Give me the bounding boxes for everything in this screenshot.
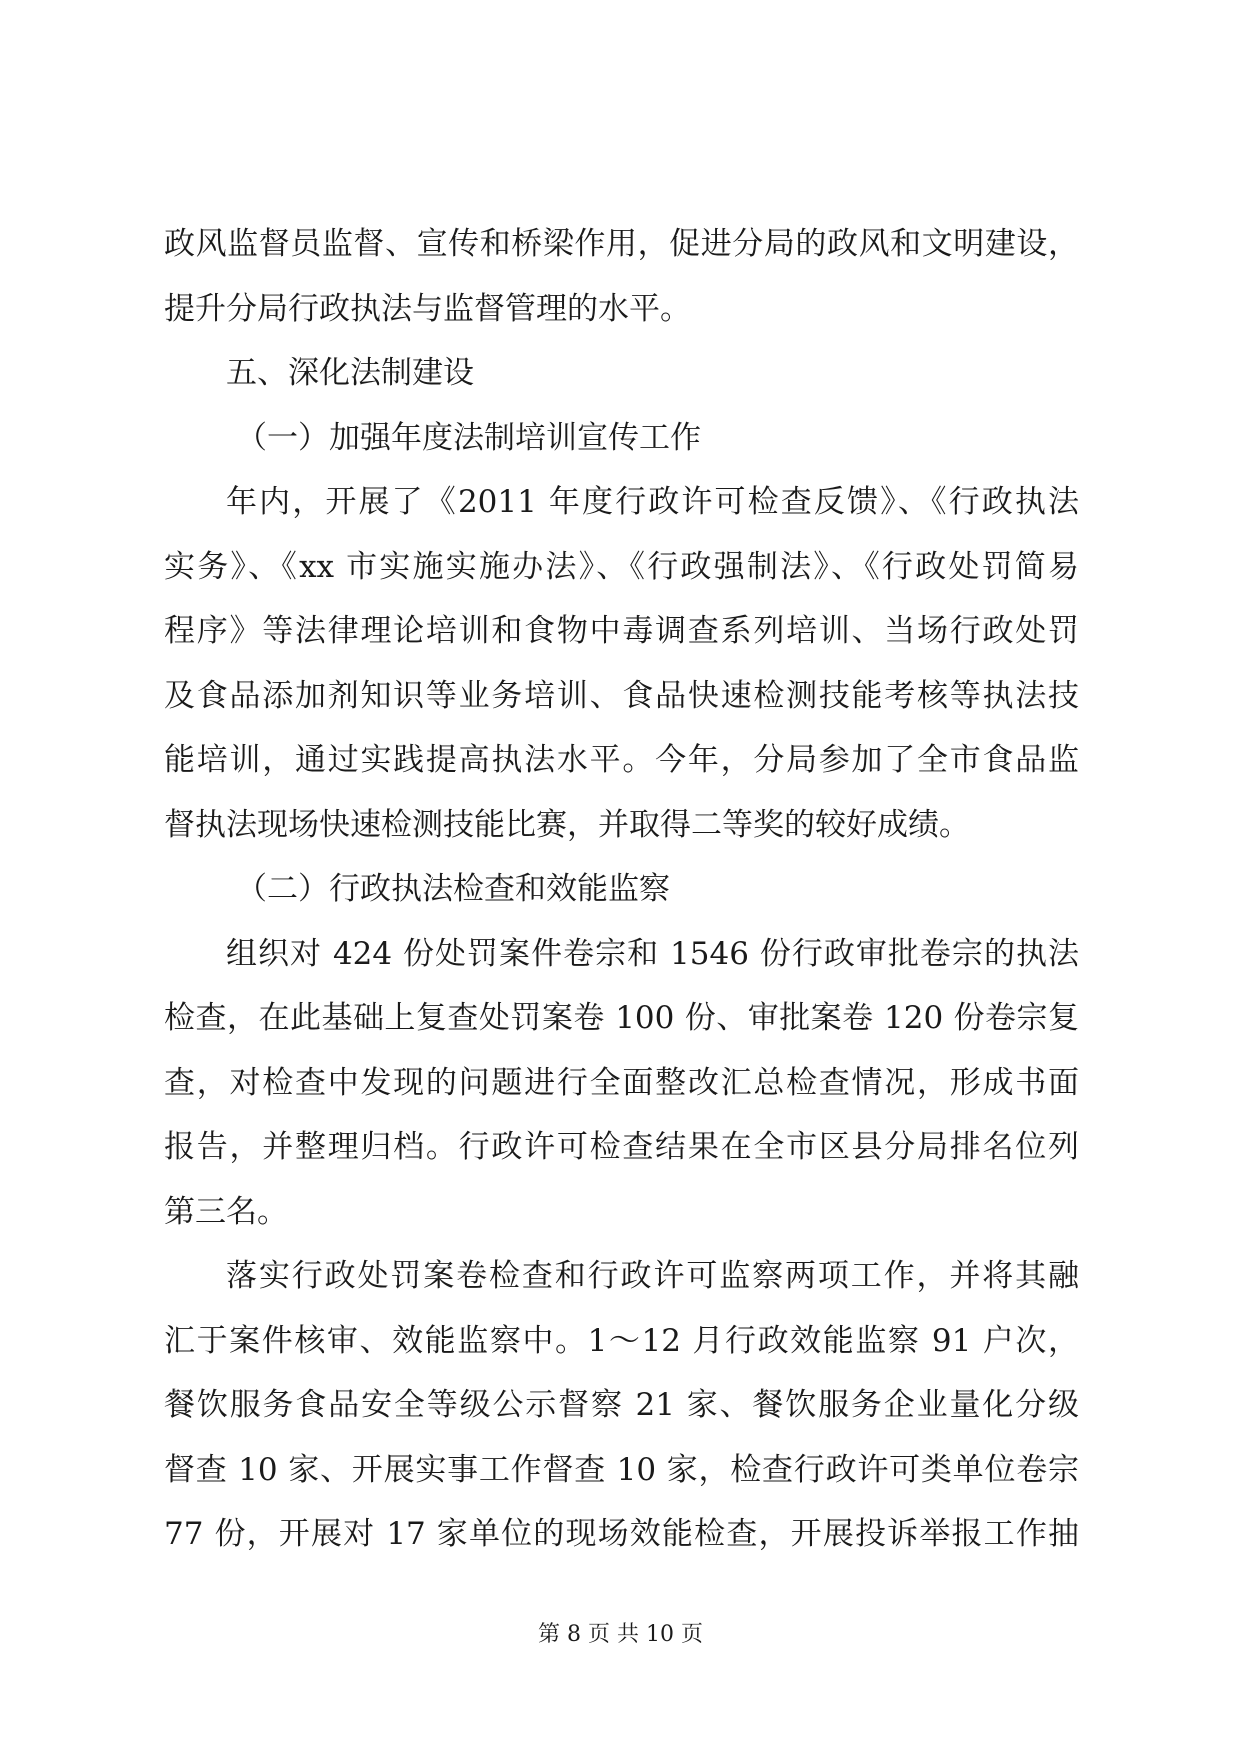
text-line: 餐饮服务食品安全等级公示督察 21 家、餐饮服务企业量化分级 [164, 1387, 1079, 1423]
text-line: 程序》等法律理论培训和食物中毒调查系列培训、当场行政处罚 [164, 613, 1079, 649]
text-line: 政风监督员监督、宣传和桥梁作用，促进分局的政风和文明建设， [164, 226, 1079, 262]
subsection-heading: （一）加强年度法制培训宣传工作 [236, 419, 701, 456]
body-text [164, 212, 1079, 1567]
text-line: 第三名。 [164, 1193, 288, 1230]
text-line: 汇于案件核审、效能监察中。1～12 月行政效能监察 91 户次， [164, 1322, 1079, 1359]
text-line: 77 份，开展对 17 家单位的现场效能检查，开展投诉举报工作抽 [164, 1516, 1079, 1552]
text-line: 督执法现场快速检测技能比赛，并取得二等奖的较好成绩。 [164, 806, 970, 843]
text-line: 提升分局行政执法与监督管理的水平。 [164, 290, 691, 327]
text-line: 督查 10 家、开展实事工作督查 10 家，检查行政许可类单位卷宗 [164, 1451, 1079, 1488]
text-line: 年内，开展了《2011 年度行政许可检查反馈》、《行政执法 [226, 484, 1079, 520]
text-line: 报告，并整理归档。行政许可检查结果在全市区县分局排名位列 [164, 1129, 1079, 1165]
section-heading: 五、深化法制建设 [226, 355, 474, 391]
text-line: 组织对 424 份处罚案件卷宗和 1546 份行政审批卷宗的执法 [226, 935, 1079, 972]
subsection-heading: （二）行政执法检查和效能监察 [236, 871, 670, 907]
text-line: 落实行政处罚案卷检查和行政许可监察两项工作，并将其融 [226, 1258, 1079, 1294]
text-line: 检查，在此基础上复查处罚案卷 100 份、审批案卷 120 份卷宗复 [164, 1000, 1079, 1036]
page-number-footer: 第 8 页 共 10 页 [538, 1622, 703, 1647]
text-line: 实务》、《xx 市实施实施办法》、《行政强制法》、《行政处罚简易 [164, 548, 1079, 585]
text-line: 能培训，通过实践提高执法水平。今年，分局参加了全市食品监 [164, 742, 1079, 778]
text-line: 及食品添加剂知识等业务培训、食品快速检测技能考核等执法技 [164, 677, 1079, 714]
text-line: 查，对检查中发现的问题进行全面整改汇总检查情况，形成书面 [164, 1064, 1079, 1101]
